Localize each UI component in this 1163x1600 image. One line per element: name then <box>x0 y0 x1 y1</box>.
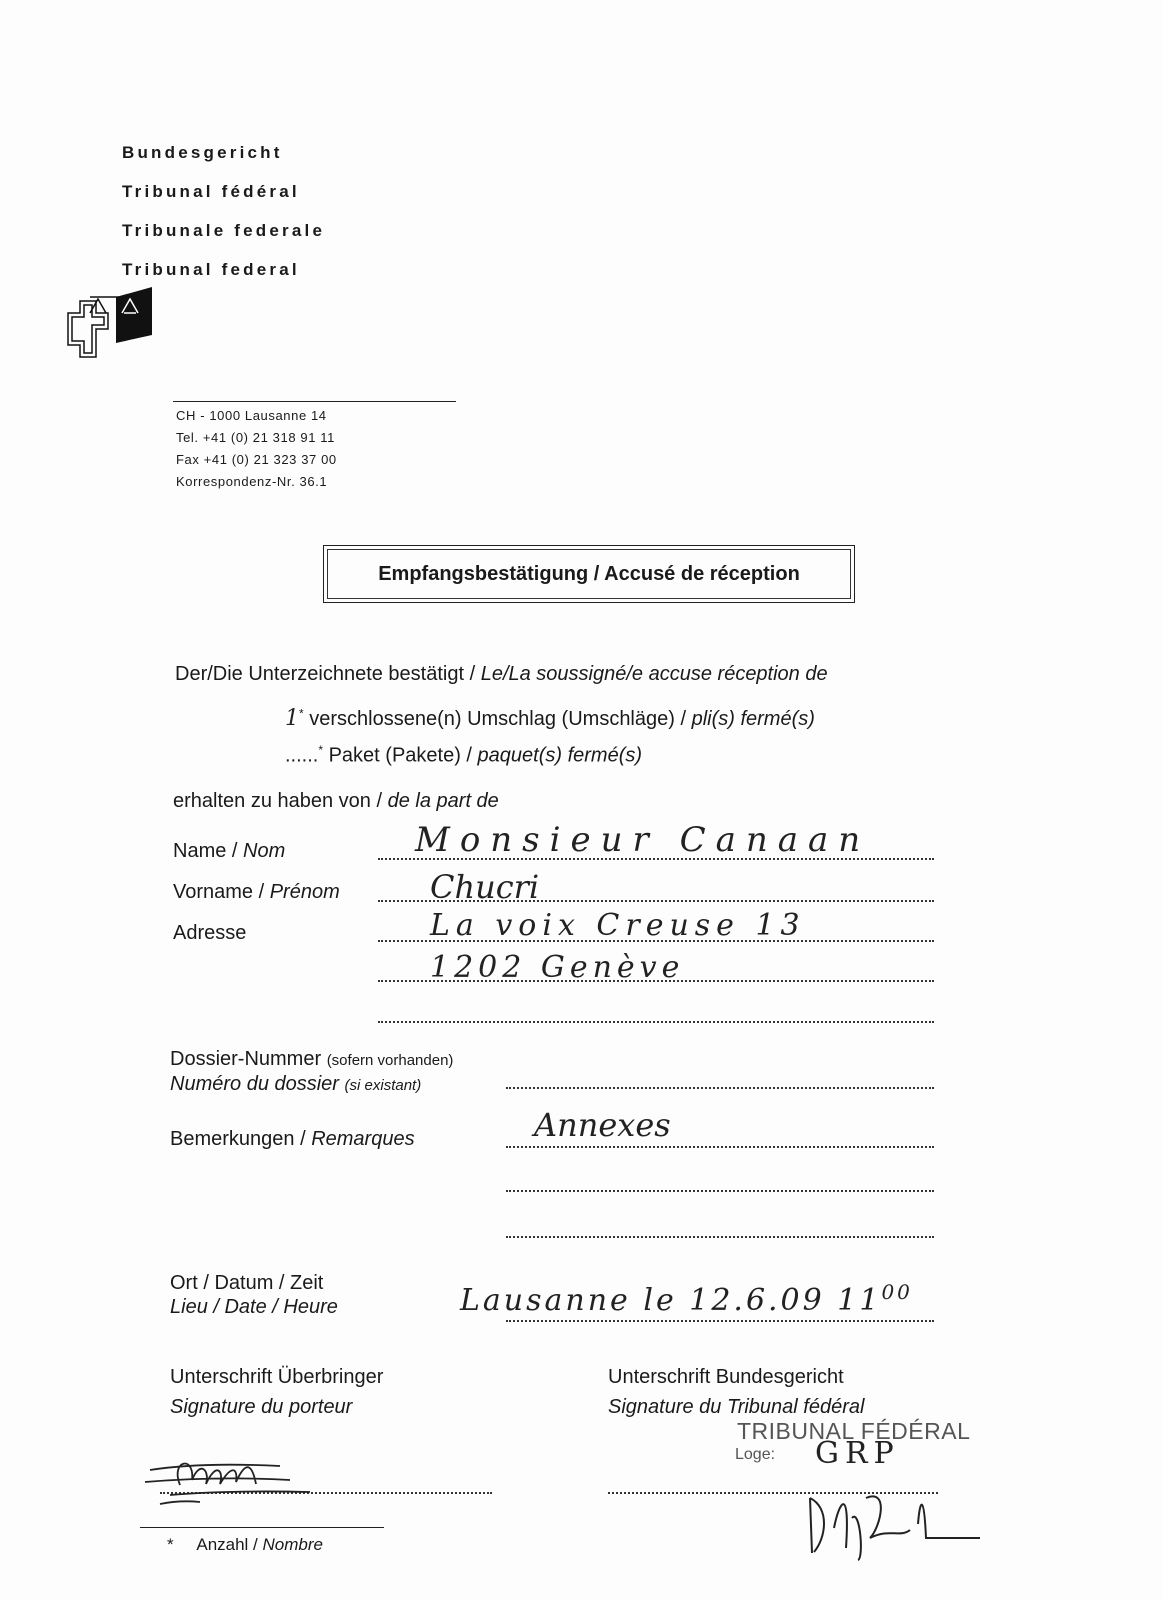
court-name-fr: Tribunal fédéral <box>122 182 300 201</box>
bearer-signature-label-de: Unterschrift Überbringer <box>170 1366 384 1388</box>
place-value-text: Lausanne le 12.6.09 11 <box>460 1283 882 1318</box>
address-rule <box>173 401 456 402</box>
court-stamp-loge: Loge: <box>735 1446 776 1463</box>
name-label-de: Name / <box>173 840 244 862</box>
envelope-line: 1* verschlossene(n) Umschlag (Umschläge) / pli(s) fermé(s) <box>285 706 815 731</box>
remarks-label <box>170 1128 415 1151</box>
confirmation-fr: Le/La soussigné/e accuse réception de <box>480 663 828 685</box>
court-stamp-loge-value: GRP <box>815 1436 900 1471</box>
dossier-note-de: (sofern vorhanden) <box>326 1052 454 1069</box>
envelope-count: 1 <box>285 706 299 731</box>
court-stamp-title: TRIBUNAL FÉDÉRAL <box>737 1418 971 1444</box>
document-title: Empfangsbestätigung / Accusé de réception <box>378 562 800 585</box>
firstname-value: Chucri <box>430 868 540 906</box>
firstname-label <box>173 881 340 904</box>
received-from <box>173 790 499 813</box>
court-signature-label-fr: Signature du Tribunal fédéral <box>608 1396 865 1418</box>
place-label-fr: Lieu / Date / Heure <box>170 1296 338 1318</box>
court-name-rm: Tribunal federal <box>122 260 300 279</box>
place-value-minutes: 00 <box>881 1280 913 1304</box>
received-fr: de la part de <box>387 790 499 812</box>
firstname-label-fr: Prénom <box>269 881 340 903</box>
remarks-value: Annexes <box>534 1106 671 1144</box>
dossier-note-fr: (si existant) <box>344 1077 422 1094</box>
footnote-rule <box>140 1527 384 1528</box>
remarks-label-de: Bemerkungen / <box>170 1128 312 1150</box>
package-line: ......* Paket (Pakete) / paquet(s) fermé(s) <box>285 743 643 767</box>
court-signature-label-de: Unterschrift Bundesgericht <box>608 1366 844 1388</box>
dossier-label-de <box>170 1048 453 1071</box>
court-name-it: Tribunale federale <box>122 221 326 240</box>
dossier-dotted-line <box>506 1087 934 1089</box>
footnote-fr: Nombre <box>262 1535 323 1554</box>
bearer-signature <box>140 1440 340 1520</box>
document-title-box <box>323 545 855 603</box>
confirmation-de: Der/Die Unterzeichnete bestätigt / <box>175 663 481 685</box>
confirmation-statement <box>175 663 828 686</box>
name-label-fr: Nom <box>243 840 286 862</box>
place-dotted-line <box>506 1320 934 1322</box>
address-value-1: La voix Creuse 13 <box>430 908 806 943</box>
remarks-dotted-line-1 <box>506 1146 934 1148</box>
address-label: Adresse <box>173 922 247 944</box>
footnote-de: Anzahl / <box>196 1535 263 1554</box>
dossier-label-fr <box>170 1073 421 1096</box>
firstname-label-de: Vorname / <box>173 881 270 903</box>
address-dotted-line-3 <box>378 1021 934 1023</box>
footnote <box>167 1535 323 1555</box>
place-value <box>460 1280 913 1318</box>
package-count: ...... <box>285 744 319 767</box>
envelope-label-de: verschlossene(n) Umschlag (Umschläge) / <box>309 708 692 730</box>
place-label-de: Ort / Datum / Zeit <box>170 1272 324 1294</box>
name-value: Monsieur Canaan <box>415 820 871 860</box>
footnote-star: * <box>167 1535 174 1554</box>
phone-line: Tel. +41 (0) 21 318 91 11 <box>176 430 335 445</box>
remarks-dotted-line-3 <box>506 1236 934 1238</box>
remarks-dotted-line-2 <box>506 1190 934 1192</box>
package-label-fr: paquet(s) fermé(s) <box>477 744 643 767</box>
fax-line: Fax +41 (0) 21 323 37 00 <box>176 452 337 467</box>
dossier-label-de-text: Dossier-Nummer <box>170 1048 322 1070</box>
name-label <box>173 840 285 863</box>
court-name-de: Bundesgericht <box>122 143 283 162</box>
dossier-label-fr-text: Numéro du dossier <box>170 1073 339 1095</box>
court-logo <box>50 285 160 360</box>
remarks-label-fr: Remarques <box>311 1128 415 1150</box>
address-value-2: 1202 Genève <box>430 950 685 985</box>
correspondence-number: Korrespondenz-Nr. 36.1 <box>176 474 328 489</box>
envelope-label-fr: pli(s) fermé(s) <box>691 708 815 730</box>
received-de: erhalten zu haben von / <box>173 790 388 812</box>
address-line: CH - 1000 Lausanne 14 <box>176 408 327 423</box>
bearer-signature-label-fr: Signature du porteur <box>170 1396 353 1418</box>
package-label-de: Paket (Pakete) / <box>328 744 478 767</box>
court-signature <box>800 1468 990 1578</box>
